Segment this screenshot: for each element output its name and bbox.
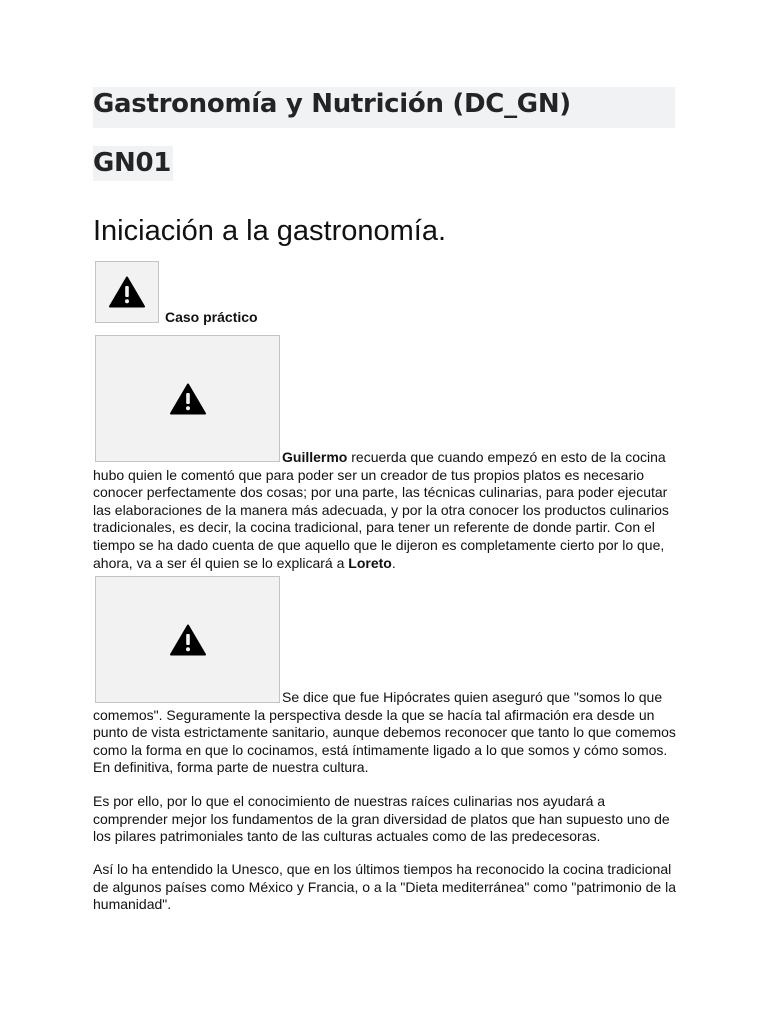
paragraph-text: Se dice que fue Hipócrates quien aseguró que "somos lo que comemos". Seguramente la perspectiva desde la que se hacía tal afirmación era desde un punto de vista estrictamente sanitario, aunque debemos reconocer que tanto lo que comemos como la forma en que lo cocinamos, está íntimamente ligado a lo que somos y cómo somos. En definitiva, forma parte de nuestra cultura. xyxy=(93,689,676,776)
character-name: Guillermo xyxy=(282,449,348,465)
paragraph-raices: Es por ello, por lo que el conocimiento de nuestras raíces culinarias nos ayudará a comprender mejor los fundamentos de la gran diversidad de platos que han supuesto uno de los pilares patrimoniales tanto de las culturas actuales como de las predecesoras. xyxy=(93,793,670,845)
broken-image-small xyxy=(95,261,159,323)
paragraph-hipocrates xyxy=(93,689,676,777)
paragraph-text: . xyxy=(391,554,396,571)
character-name: Loreto xyxy=(348,554,392,571)
unit-title: Iniciación a la gastronomía. xyxy=(93,215,447,247)
course-title: Gastronomía y Nutrición (DC_GN) xyxy=(93,87,675,128)
paragraph-unesco: Así lo ha entendido la Unesco, que en los últimos tiempos ha reconocido la cocina tradicional de algunos países como México y Francia, o a la "Dieta mediterránea" como "patrimonio de la humanidad". xyxy=(93,861,676,913)
unit-code: GN01 xyxy=(93,146,173,181)
paragraph-guillermo xyxy=(93,449,676,572)
section-label: Caso práctico xyxy=(165,309,258,325)
warning-icon xyxy=(170,624,206,656)
warning-icon xyxy=(109,276,145,308)
broken-image-1 xyxy=(95,335,280,462)
broken-image-2 xyxy=(95,576,280,703)
paragraph-text: recuerda que cuando empezó en esto de la cocina hubo quien le comentó que para poder ser un creador de tus propios platos es necesario conocer perfectamente dos cosas; por una parte, las técnicas culinarias, para poder ejecutar las elaboraciones de la manera más adecuada, y por la otra conocer los productos culinarios tradicionales, es decir, la cocina tradicional, para tener un referente de donde partir. Con el tiempo se ha dado cuenta de que aquello que le dijeron es completamente cierto por lo que, ahora, va a ser él quien se lo explicará a xyxy=(93,449,669,571)
warning-icon xyxy=(170,383,206,415)
